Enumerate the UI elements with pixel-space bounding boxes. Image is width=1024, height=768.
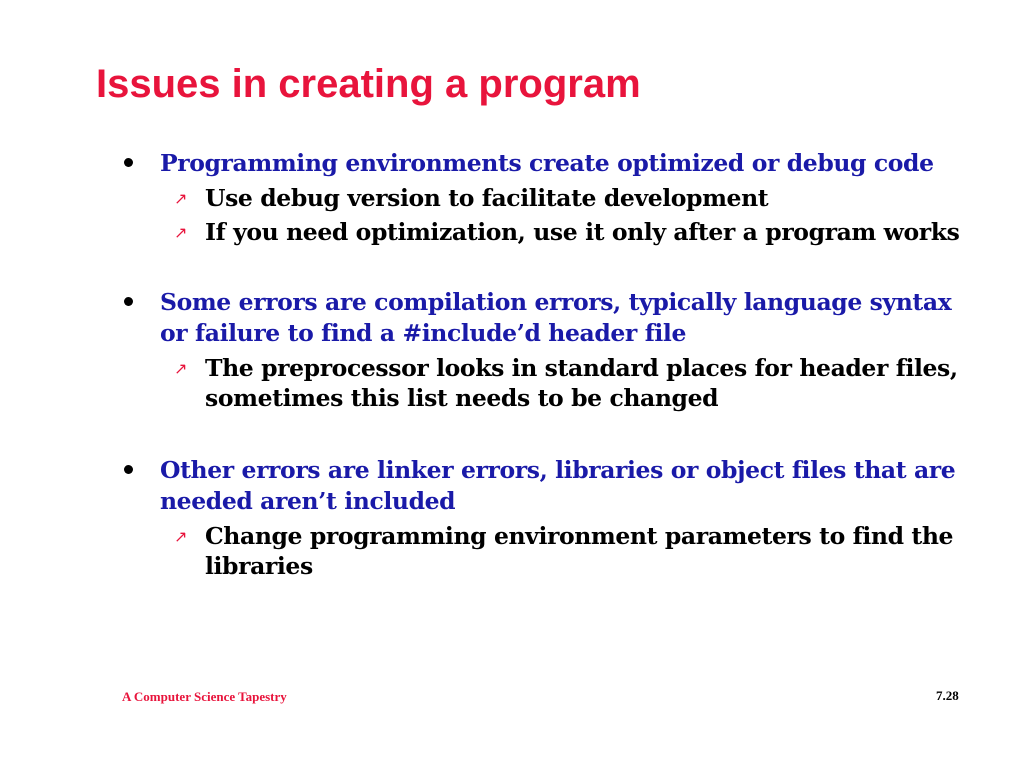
sub-list — [160, 183, 980, 247]
arrow-up-right-icon: ↗ — [174, 527, 188, 546]
bullet-item — [0, 148, 980, 247]
bullet-item — [0, 455, 980, 581]
arrow-up-right-icon: ↗ — [174, 189, 188, 208]
bullet-item — [0, 287, 980, 413]
bullet-dot-icon — [124, 158, 133, 167]
bullet-dot-icon — [124, 465, 133, 474]
arrow-up-right-icon: ↗ — [174, 359, 188, 378]
sub-item — [160, 183, 980, 213]
bullet-text: Programming environments create optimized or debug code — [160, 149, 934, 177]
bullet-dot-icon — [124, 297, 133, 306]
bullet-list — [0, 148, 1024, 607]
sub-list — [160, 521, 980, 581]
bullet-text: Some errors are compilation errors, typically language syntax or failure to find a #include’d header file — [160, 288, 952, 347]
sub-text: If you need optimization, use it only after a program works — [205, 218, 960, 246]
sub-list — [160, 353, 980, 413]
bullet-text: Other errors are linker errors, libraries or object files that are needed aren’t included — [160, 456, 956, 515]
slide-title: Issues in creating a program — [96, 62, 641, 106]
sub-item — [160, 521, 980, 581]
sub-text: Change programming environment parameters to find the libraries — [205, 522, 954, 580]
sub-item — [160, 353, 980, 413]
footer-course-title: A Computer Science Tapestry — [122, 689, 287, 704]
sub-item — [160, 217, 980, 247]
sub-text: The preprocessor looks in standard places for header files, sometimes this list needs to be changed — [205, 354, 958, 412]
slide-number: 7.28 — [936, 688, 959, 703]
sub-text: Use debug version to facilitate development — [205, 184, 769, 212]
arrow-up-right-icon: ↗ — [174, 223, 188, 242]
